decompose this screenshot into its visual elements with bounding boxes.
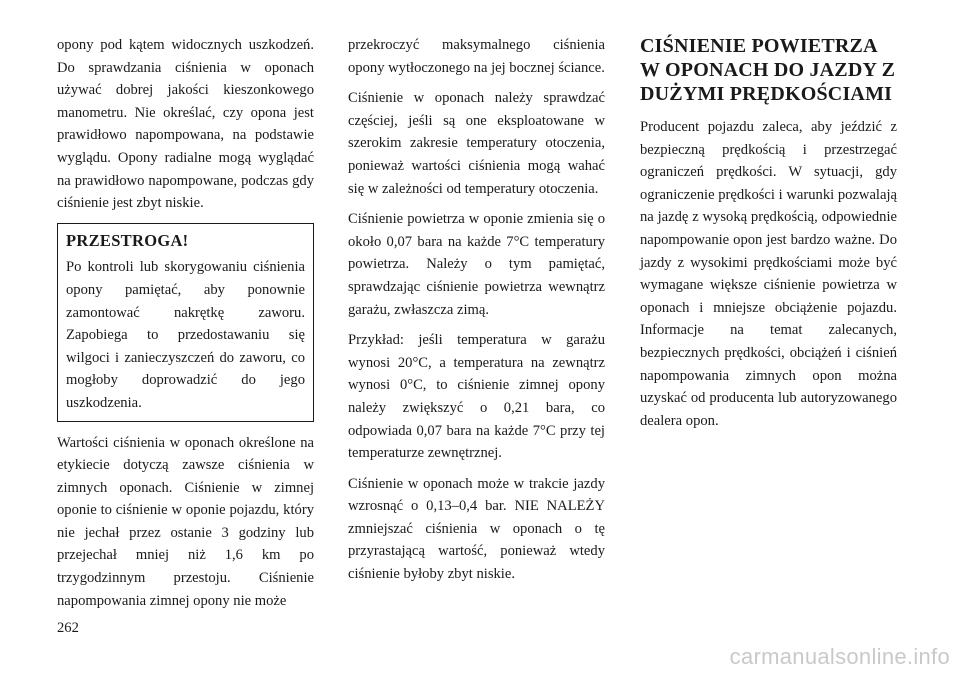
section-heading	[640, 34, 897, 106]
watermark: carmanualsonline.info	[729, 644, 950, 669]
column-middle	[348, 34, 605, 594]
heading-line-1: CIŚNIENIE POWIETRZA	[640, 35, 878, 57]
warning-box	[57, 223, 314, 422]
warning-title: PRZESTROGA!	[66, 230, 189, 250]
warning-text: Po kontroli lub skorygowaniu ciśnienia opony pamiętać, aby ponownie zamontować nakrętkę zaworu. Zapobiega to przedostawaniu się wilgoci i zanieczyszczeń do zaworu, co mogłoby doprowadzić do jego uszkodzenia.	[66, 259, 305, 411]
paragraph-temperature-change: Ciśnienie powietrza w oponie zmienia się o około 0,07 bara na każde 7°C temperatury powietrza. Należy o tym pamiętać, sprawdzając ciśnienie powietrza wewnątrz garażu, zwłaszcza zimą.	[348, 211, 605, 318]
paragraph-max-pressure: przekroczyć maksymalnego ciśnienia opony wytłoczonego na jej bocznej ściance.	[348, 37, 605, 76]
heading-line-3: DUŻYMI PRĘDKOŚCIAMI	[640, 83, 893, 105]
column-left	[57, 34, 314, 620]
paragraph-example: Przykład: jeśli temperatura w garażu wynosi 20°C, a temperatura na zewnątrz wynosi 0°C, to ciśnienie zimnej opony należy zwiększyć o 0,21 bara, co odpowiada 0,07 bara na każde 7°C przy tej temperaturze zewnętrznej.	[348, 332, 605, 462]
heading-line-2: W OPONACH DO JAZDY Z	[640, 59, 896, 81]
paragraph-high-speed: Producent pojazdu zaleca, aby jeździć z bezpieczną prędkością i przestrzegać ograniczeń prędkości. W sytuacji, gdy ograniczenie prędkości i warunki pozwalają na jazdę z wysoką prędkością, odpowiednie napompowanie opon jest bardzo ważne. Do jazdy z wysokimi prędkościami może być wymagane większe ciśnienie powietrza w oponach i mniejsze obciążenie pojazdu. Informacje na temat zalecanych, bezpiecznych prędkości, obciążeń i ciśnień napompowania zimnych opon można uzyskać od producenta lub autoryzowanego dealera opon.	[640, 119, 897, 429]
page-number: 262	[57, 620, 79, 636]
paragraph-tire-inspection: opony pod kątem widocznych uszkodzeń. Do sprawdzania ciśnienia w oponach używać dobrej jakości kieszonkowego manometru. Nie określać, czy opona jest prawidłowo napompowana, na podstawie wyglądu. Opony radialne mogą wyglądać na prawidłowo napompowane, podczas gdy ciśnienie jest zbyt niskie.	[57, 37, 314, 212]
paragraph-driving-increase: Ciśnienie w oponach może w trakcie jazdy wzrosnąć o 0,13–0,4 bar. NIE NALEŻY zmniejszać ciśnienia w oponach o tę przyrastającą wartość, ponieważ wtedy ciśnienie byłoby zbyt niskie.	[348, 475, 605, 583]
paragraph-cold-pressure: Wartości ciśnienia w oponach określone na etykiecie dotyczą zawsze ciśnienia w zimnych oponach. Ciśnienie w zimnej oponie to ciśnienie w oponie pojazdu, który nie jechał przez ostanie 3 godziny lub przejechał mniej niż 1,6 km po trzygodzinnym przestoju. Ciśnienie napompowania zimnej opony nie może	[57, 434, 314, 609]
column-right	[640, 34, 897, 440]
paragraph-check-frequency: Ciśnienie w oponach należy sprawdzać częściej, jeśli są one eksploatowane w szerokim zakresie temperatury otoczenia, ponieważ wartości ciśnienia mogą wahać się w zależności od temperatury otoczenia.	[348, 90, 605, 197]
